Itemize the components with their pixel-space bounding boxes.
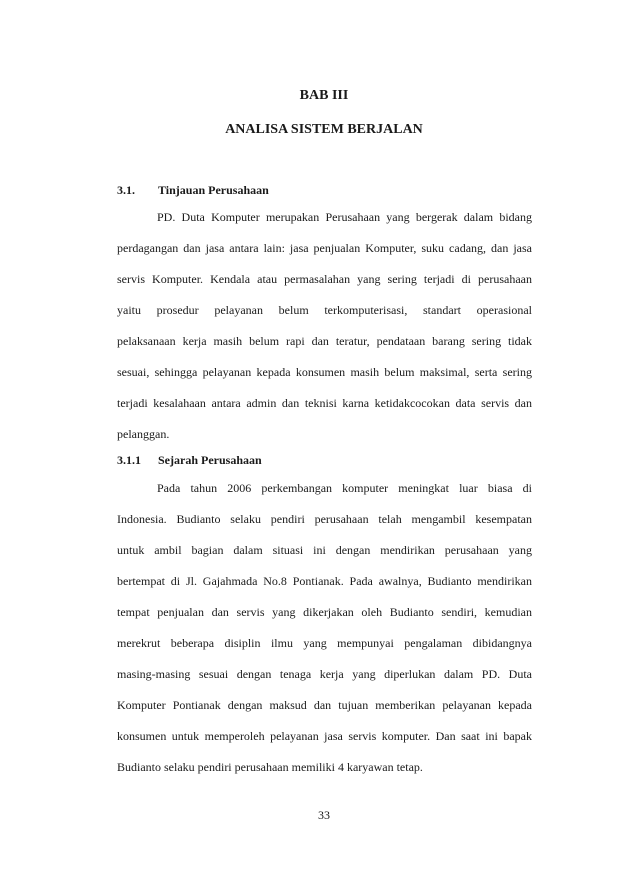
paragraph-line: tempat penjualan dan servis yang dikerjakan oleh Budianto sendiri, kemudian	[117, 605, 532, 619]
section-heading-3-1	[117, 183, 269, 198]
chapter-number: BAB III	[299, 88, 349, 103]
chapter-title: ANALISA SISTEM BERJALAN	[225, 122, 423, 137]
section-title: Sejarah Perusahaan	[158, 453, 262, 467]
page-number: 33	[318, 808, 330, 822]
paragraph-line: pelanggan.	[117, 427, 170, 441]
paragraph-line: Indonesia. Budianto selaku pendiri perusahaan telah mengambil kesempatan	[117, 512, 532, 526]
paragraph-line: masing-masing sesuai dengan tenaga kerja yang diperlukan dalam PD. Duta	[117, 667, 532, 681]
section-number: 3.1.	[117, 183, 135, 197]
paragraph-line: sesuai, sehingga pelayanan kepada konsumen masih belum maksimal, serta sering	[117, 365, 532, 379]
paragraph-line: terjadi kesalahaan antara admin dan teknisi karna ketidakcocokan data servis dan	[117, 396, 532, 410]
paragraph-line: Pada tahun 2006 perkembangan komputer meningkat luar biasa di	[157, 481, 532, 495]
paragraph-line: Budianto selaku pendiri perusahaan memiliki 4 karyawan tetap.	[117, 760, 423, 774]
paragraph-line: untuk ambil bagian dalam situasi ini dengan mendirikan perusahaan yang	[117, 543, 532, 557]
section-heading-3-1-1	[117, 453, 262, 468]
paragraph-line: servis Komputer. Kendala atau permasalahan yang sering terjadi di perusahaan	[117, 272, 532, 286]
section-title: Tinjauan Perusahaan	[158, 183, 269, 197]
paragraph-line: pelaksanaan kerja masih belum rapi dan teratur, pendataan barang sering tidak	[117, 334, 532, 348]
paragraph-line: merekrut beberapa disiplin ilmu yang mempunyai pengalaman dibidangnya	[117, 636, 532, 650]
paragraph-line: perdagangan dan jasa antara lain: jasa penjualan Komputer, suku cadang, dan jasa	[117, 241, 532, 255]
paragraph-line: konsumen untuk memperoleh pelayanan jasa servis komputer. Dan saat ini bapak	[117, 729, 532, 743]
paragraph-line: PD. Duta Komputer merupakan Perusahaan yang bergerak dalam bidang	[157, 210, 532, 224]
paragraph-line: bertempat di Jl. Gajahmada No.8 Pontianak. Pada awalnya, Budianto mendirikan	[117, 574, 532, 588]
section-number: 3.1.1	[117, 453, 141, 467]
paragraph-line: yaitu prosedur pelayanan belum terkomputerisasi, standart operasional	[117, 303, 532, 317]
paragraph-line: Komputer Pontianak dengan maksud dan tujuan memberikan pelayanan kepada	[117, 698, 532, 712]
